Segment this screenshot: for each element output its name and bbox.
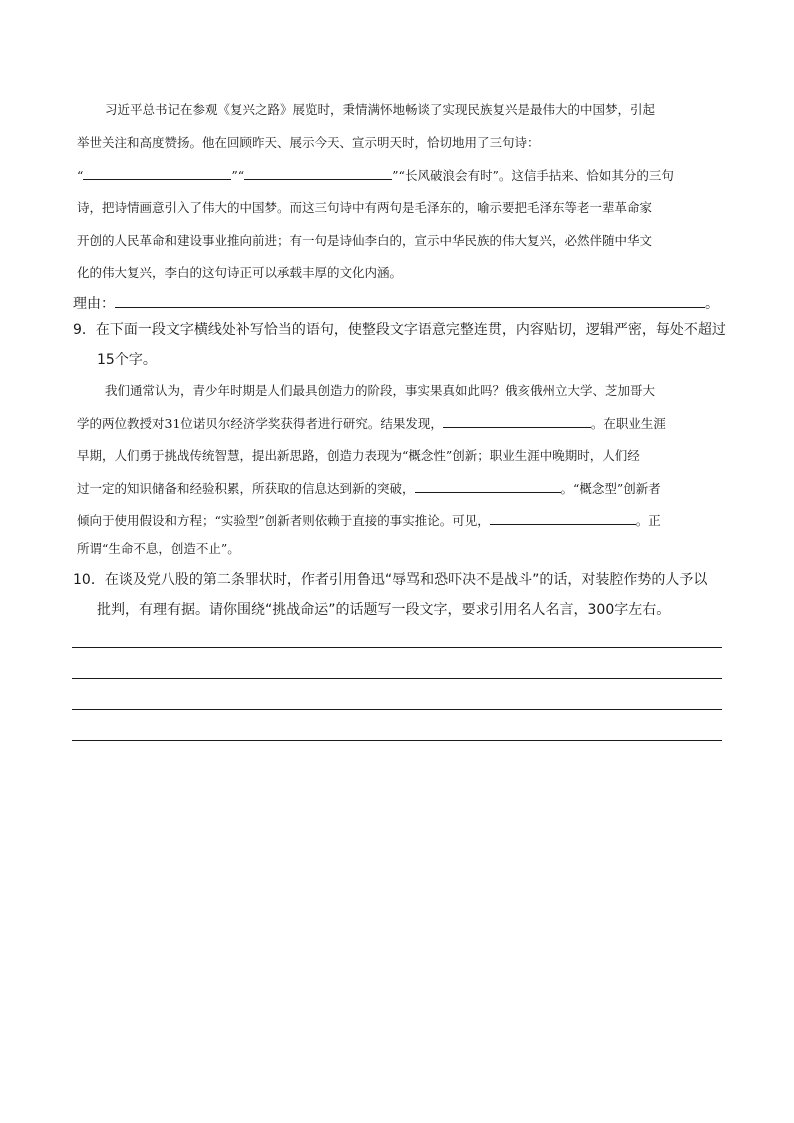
- q9-stem-line1: 9．在下面一段文字横线处补写恰当的语句，使整段文字语意完整连贯，内容贴切，逻辑严密，每处不超过: [73, 322, 726, 338]
- q10-stem-line2: 批判，有理有据。请你围绕“挑战命运”的话题写一段文字，要求引用名人名言，300字左右。: [97, 602, 671, 618]
- q9-stem-line2: 15个字。: [97, 352, 157, 368]
- q9-passage-line2-end: 。在职业生涯: [590, 416, 666, 431]
- q9-passage-line5: [77, 511, 661, 530]
- q9-passage-line3: 早期，人们勇于挑战传统智慧，提出新思路，创造力表现为“概念性”创新；职业生涯中晚期时，人们经: [77, 448, 640, 463]
- open-quote: “: [77, 168, 84, 183]
- reason-blank[interactable]: [115, 292, 705, 308]
- q9-passage-line4: [77, 479, 661, 498]
- q9-passage-line5-end: 。正: [635, 513, 661, 528]
- q9-passage-line1: 我们通常认为，青少年时期是人们最具创造力的阶段，事实果真如此吗？俄亥俄州立大学、芝加哥大: [105, 383, 656, 398]
- q9-blank-2[interactable]: [415, 479, 561, 493]
- passage8-line6: 化的伟大复兴，李白的这句诗正可以承载丰厚的文化内涵。: [77, 265, 403, 280]
- answer-line-2[interactable]: [72, 678, 722, 679]
- q9-passage-line4-text: 过一定的知识储备和经验积累，所获取的信息达到新的突破，: [77, 481, 415, 496]
- poem-blank-1[interactable]: [83, 166, 231, 180]
- middle-quote: ”“: [231, 168, 245, 183]
- passage8-line5: 开创的人民革命和建设事业推向前进；有一句是诗仙李白的，宣示中华民族的伟大复兴，必然伴随中华文: [77, 233, 653, 248]
- q9-blank-3[interactable]: [490, 511, 636, 525]
- reason-row: [73, 292, 719, 314]
- poem-blank-2[interactable]: [244, 166, 392, 180]
- q9-blank-1[interactable]: [443, 414, 591, 428]
- answer-line-4[interactable]: [72, 740, 722, 741]
- q9-passage-line5-text: 倾向于使用假设和方程；“实验型”创新者则依赖于直接的事实推论。可见，: [77, 513, 490, 528]
- poem-third-line: ”“长风破浪会有时”。这信手拈来、恰如其分的三句: [392, 168, 674, 183]
- answer-line-3[interactable]: [72, 709, 722, 710]
- passage8-line3: [77, 166, 674, 185]
- q9-passage-line2-text: 学的两位教授对31位诺贝尔经济学奖获得者进行研究。结果发现，: [77, 416, 443, 431]
- answer-line-1[interactable]: [72, 647, 722, 648]
- q9-passage-line4-end: 。“概念型”创新者: [560, 481, 661, 496]
- q10-stem-line1: 10．在谈及党八股的第二条罪状时，作者引用鲁迅“辱骂和恐吓决不是战斗”的话，对装腔作势的人予以: [73, 572, 708, 588]
- passage8-line4: 诗，把诗情画意引入了伟大的中国梦。而这三句诗中有两句是毛泽东的，喻示要把毛泽东等老一辈革命家: [77, 200, 653, 215]
- q9-passage-line6: 所谓“生命不息，创造不止”。: [77, 541, 240, 556]
- passage8-line1: 习近平总书记在参观《复兴之路》展览时，秉情满怀地畅谈了实现民族复兴是最伟大的中国梦，引起: [105, 102, 656, 117]
- reason-label: 理由：: [73, 296, 115, 312]
- q9-passage-line2: [77, 414, 666, 433]
- reason-end: 。: [705, 296, 719, 312]
- passage8-line2: 举世关注和高度赞扬。他在回顾昨天、展示今天、宣示明天时，恰切地用了三句诗：: [77, 135, 540, 150]
